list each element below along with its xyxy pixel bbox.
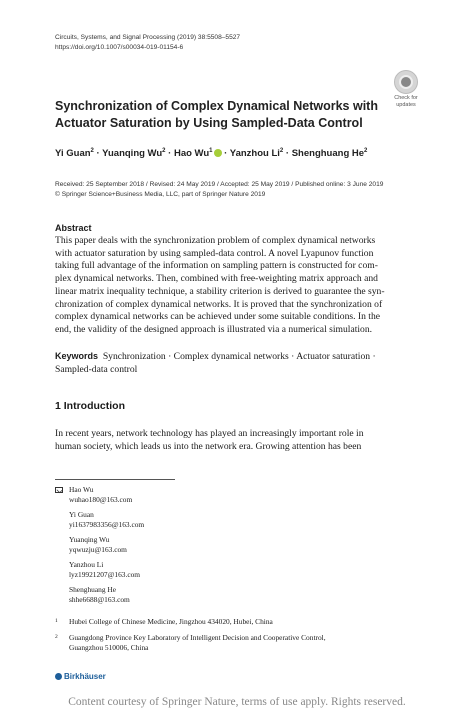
keywords-line-1: Synchronization · Complex dynamical networks · Actuator saturation · <box>102 351 376 362</box>
author-affiliation-mark: 1 <box>209 148 213 154</box>
author-separator: · <box>221 148 230 160</box>
orcid-icon[interactable] <box>214 149 222 157</box>
contact-email[interactable]: shhe6688@163.com <box>69 594 130 604</box>
author-affiliation-mark: 2 <box>364 148 368 154</box>
check-for-updates-icon <box>394 70 418 94</box>
copyright-line: © Springer Science+Business Media, LLC, part of Springer Nature 2019 <box>55 191 266 198</box>
author-separator: · <box>165 148 174 160</box>
abstract-line: complex dynamical networks can be achieved under some suitable conditions. In the <box>55 311 381 323</box>
author-affiliation-mark: 2 <box>90 148 94 154</box>
check-label-2: updates <box>396 102 416 108</box>
abstract-line: plex dynamical networks. Then, combined with free-weighting matrix approach and <box>55 273 378 285</box>
footnote-divider <box>55 479 175 480</box>
author-name: Yanzhou Li <box>229 148 280 160</box>
contact-name: Yi Guan <box>69 510 94 519</box>
author-name: Yuanqing Wu <box>102 148 163 160</box>
affiliation-text: Hubei College of Chinese Medicine, Jingzhou 434020, Hubei, China <box>69 617 273 626</box>
abstract-line: This paper deals with the synchronization problem of complex dynamical networks <box>55 235 376 246</box>
courtesy-notice: Content courtesy of Springer Nature, terms of use apply. Rights reserved. <box>68 696 406 708</box>
contact-email[interactable]: lyz19921207@163.com <box>69 569 141 579</box>
affiliation-text: Guangdong Province Key Laboratory of Intelligent Decision and Cooperative Control, <box>69 633 326 642</box>
contact-entry <box>69 510 144 529</box>
abstract-body <box>55 235 419 337</box>
publication-history <box>55 180 383 200</box>
affiliation-text: Guangzhou 510006, China <box>69 642 149 652</box>
contact-email[interactable]: wuhao180@163.com <box>69 494 133 504</box>
birkhauser-logo-icon <box>55 673 62 680</box>
contact-name: Shenghuang He <box>69 585 117 594</box>
doi-link[interactable]: https://doi.org/10.1007/s00034-019-01154-6 <box>55 44 184 51</box>
contact-entry <box>69 535 127 554</box>
contact-email[interactable]: yqwuzju@163.com <box>69 544 127 554</box>
abstract-heading: Abstract <box>55 223 92 233</box>
author-list <box>55 148 367 159</box>
author-separator: · <box>93 148 103 160</box>
paper-title <box>55 98 395 132</box>
abstract-line: linear matrix inequality technique, a stability criterion is derived to guarantee the syn- <box>55 285 385 297</box>
author-affiliation-mark: 2 <box>279 148 284 154</box>
title-line-2: Actuator Saturation by Using Sampled-Data Control <box>55 116 363 130</box>
check-label-1: Check for <box>394 95 418 101</box>
intro-line: human society, which leads us into the network era. Growing attention has been <box>55 440 362 452</box>
contact-email[interactable]: yi1637983356@163.com <box>69 519 145 529</box>
introduction-body <box>55 428 419 453</box>
dates-line: Received: 25 September 2018 / Revised: 24 May 2019 / Accepted: 25 May 2019 / Published online: 3 June 2019 <box>55 181 384 188</box>
mail-icon <box>55 487 63 493</box>
title-line-1: Synchronization of Complex Dynamical Networks with <box>55 99 378 113</box>
author-name: Yi Guan <box>55 148 91 160</box>
contact-entry <box>69 560 140 579</box>
journal-citation: Circuits, Systems, and Signal Processing (2019) 38:5508–5527 <box>55 34 241 41</box>
affiliation-number: 1 <box>55 618 58 624</box>
contact-name: Hao Wu <box>69 485 94 494</box>
keywords-label: Keywords <box>55 351 99 361</box>
publisher-name: Birkhäuser <box>64 672 106 681</box>
contact-name: Yanzhou Li <box>69 560 104 569</box>
contact-entry <box>69 485 132 504</box>
contact-entry <box>69 585 130 604</box>
abstract-line: chronization of complex dynamical networks. It is proved that the synchronization of <box>55 298 383 310</box>
introduction-heading: 1 Introduction <box>55 400 125 412</box>
affiliation-2 <box>55 633 435 653</box>
abstract-line: with actuator saturation by using sampled-data control. A novel Lyapunov function <box>55 247 374 259</box>
abstract-line: taking full advantage of the information on sampling pattern is constructed for com- <box>55 260 378 272</box>
contact-name: Yuanqing Wu <box>69 535 110 544</box>
abstract-line: end, the validity of the designed approach is illustrated via a numerical simulation. <box>55 323 373 335</box>
keywords-line-2: Sampled-data control <box>55 363 138 375</box>
intro-line: In recent years, network technology has played an increasingly important role in <box>55 428 364 439</box>
author-name: Shenghuang He <box>291 148 365 160</box>
author-separator: · <box>283 148 292 160</box>
journal-info <box>55 33 240 53</box>
affiliation-number: 2 <box>55 634 58 640</box>
author-affiliation-mark: 2 <box>162 148 166 154</box>
keywords-section <box>55 350 419 376</box>
publisher-logo <box>55 672 106 681</box>
author-name: Hao Wu <box>173 148 210 160</box>
